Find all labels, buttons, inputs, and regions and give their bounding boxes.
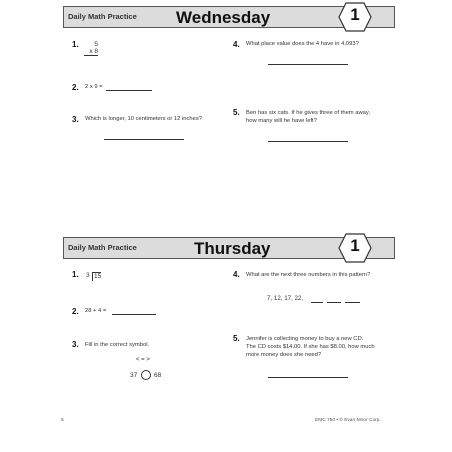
wed-q1-bottom: x 8 [89, 48, 98, 55]
wed-q5-line1: Ben has six cats. If he gives three of them away, [246, 110, 370, 116]
footer-credit: EMC 750 • © Evan-Moor Corp. [315, 418, 381, 423]
thu-q4-pattern: 7, 12, 17, 22, [267, 295, 304, 302]
thu-q3-symbols: < = > [136, 357, 150, 363]
wed-q1-problem [84, 41, 98, 56]
thu-q4-number: 4. [233, 270, 240, 279]
wed-q5-answer-line[interactable] [268, 141, 348, 142]
thursday-header [63, 237, 395, 259]
thu-q5-line1: Jennifer is collecting money to buy a new CD. [246, 336, 364, 342]
wed-q5-line2: how many will he have left? [246, 118, 317, 124]
wed-q4-answer-line[interactable] [268, 64, 348, 65]
thu-q4-answer-line-2[interactable] [327, 302, 341, 303]
thu-q5-answer-line[interactable] [268, 377, 348, 378]
thu-q5-line2: The CD costs $14.00. If she has $8.00, how much [246, 344, 375, 350]
wed-q3-text: Which is longer, 10 centimeters or 12 inches? [85, 116, 202, 122]
thu-q2-text: 28 + 4 = [85, 308, 107, 314]
thu-q2-number: 2. [72, 307, 79, 316]
thu-q4-answer-line-1[interactable] [311, 302, 323, 303]
thu-q5-line3: more money does she need? [246, 352, 322, 358]
wed-q2-number: 2. [72, 83, 79, 92]
thu-q5-number: 5. [233, 334, 240, 343]
wednesday-week-badge [338, 2, 372, 32]
thu-q2-answer-line[interactable] [112, 314, 156, 315]
thu-q4-answer-line-3[interactable] [345, 302, 360, 303]
thu-q3-left-number: 37 [130, 372, 138, 379]
thu-q3-right-number: 68 [154, 372, 162, 379]
thu-q1-divisor: 3 [86, 272, 90, 279]
thu-q3-text: Fill in the correct symbol. [85, 342, 150, 348]
wed-q4-number: 4. [233, 40, 240, 49]
thu-q4-text: What are the next three numbers in this pattern? [246, 272, 371, 278]
thursday-week-badge [338, 233, 372, 263]
wed-q2-text: 2 x 9 = [85, 84, 103, 90]
wed-q5-number: 5. [233, 108, 240, 117]
wednesday-label: Daily Math Practice [68, 12, 137, 21]
wed-q3-number: 3. [72, 115, 79, 124]
thu-q1-number: 1. [72, 270, 79, 279]
thursday-day-title: Thursday [194, 239, 271, 258]
wed-q1-bar [84, 55, 98, 56]
thu-q3-symbol-circle[interactable] [141, 370, 151, 380]
wed-q1-top: 5 [94, 41, 98, 48]
thu-q3-number: 3. [72, 340, 79, 349]
wed-q3-answer-line[interactable] [104, 139, 184, 140]
wed-q1-number: 1. [72, 40, 79, 49]
wednesday-day-title: Wednesday [176, 8, 271, 27]
thursday-label: Daily Math Practice [68, 243, 137, 252]
thursday-week-number: 1 [350, 236, 360, 255]
wed-q4-text: What place value does the 4 have in 4,093? [246, 41, 359, 47]
thu-q1-dividend: 15 [94, 273, 102, 280]
wednesday-header [63, 6, 395, 28]
page-number: 6 [61, 418, 64, 423]
wed-q2-answer-line[interactable] [106, 90, 152, 91]
wednesday-week-number: 1 [350, 5, 360, 24]
